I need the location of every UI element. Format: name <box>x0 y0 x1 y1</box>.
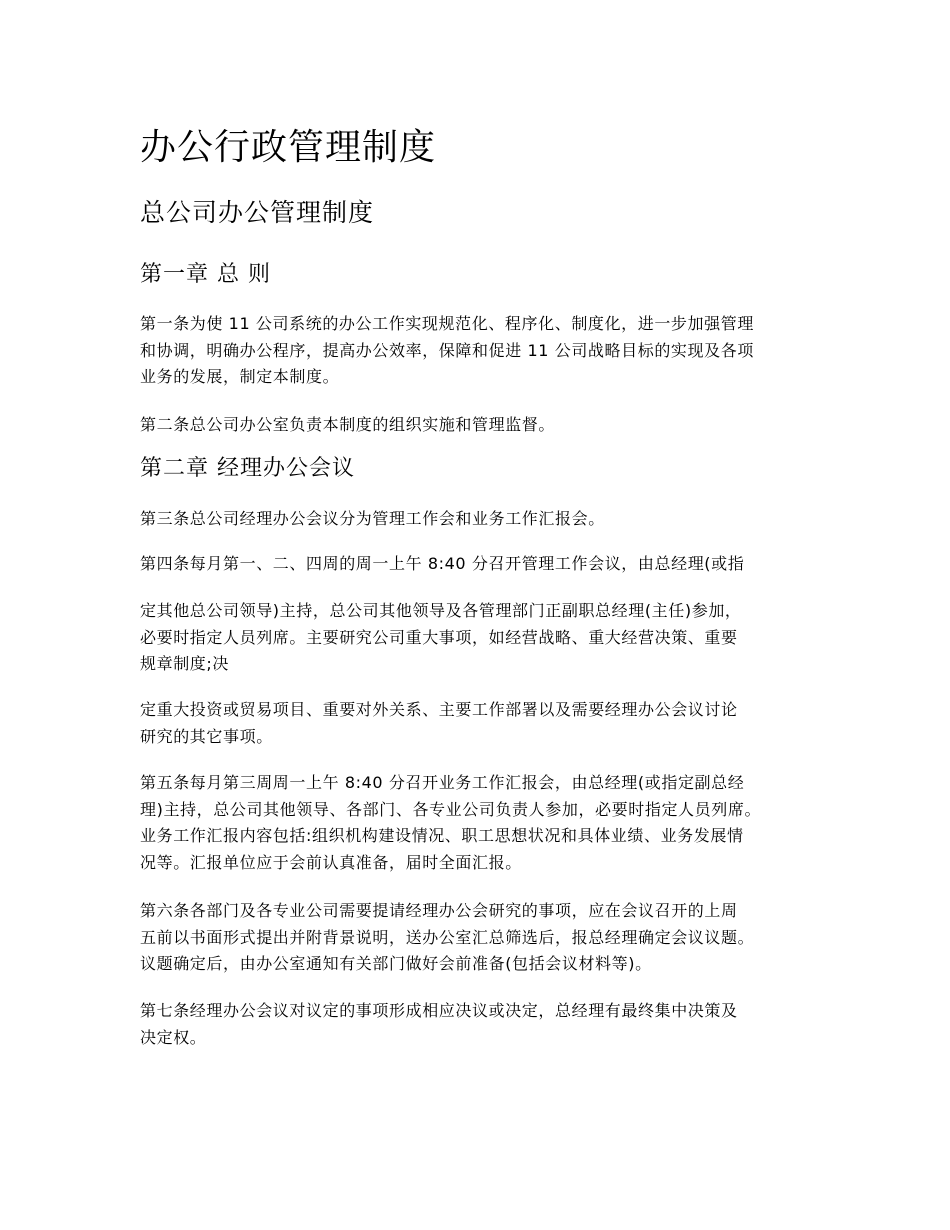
article-4-line: 定其他总公司领导)主持，总公司其他领导及各管理部门正副职总经理(主任)参加， <box>140 601 742 620</box>
document-title: 办公行政管理制度 <box>140 127 437 168</box>
article-6-line: 议题确定后，由办公室通知有关部门做好会前准备(包括会议材料等)。 <box>140 954 652 973</box>
article-1-line: 和协调，明确办公程序，提高办公效率，保障和促进 11 公司战略目标的实现及各项 <box>140 340 754 360</box>
chapter-1-heading: 第一章 总 则 <box>140 262 271 287</box>
article-6 <box>140 898 820 978</box>
article-5-line: 理)主持，总公司其他领导、各部门、各专业公司负责人参加，必要时指定人员列席。 <box>140 799 762 819</box>
article-5-line: 业务工作汇报内容包括:组织机构建设情况、职工思想状况和具体业绩、业务发展情 <box>140 826 744 845</box>
article-4-line: 定重大投资或贸易项目、重要对外关系、主要工作部署以及需要经理办公会议讨论 <box>140 700 738 719</box>
article-4-line: 规章制度;决 <box>140 654 229 673</box>
article-3 <box>140 506 820 533</box>
article-5 <box>140 770 820 876</box>
article-7-line: 决定权。 <box>140 1027 207 1047</box>
article-4-part-3 <box>140 697 820 750</box>
article-4-line: 研究的其它事项。 <box>140 726 273 746</box>
article-4-line: 第四条每月第一、二、四周的周一上午 8:40 分召开管理工作会议，由总经理(或指 <box>140 554 745 573</box>
article-7 <box>140 998 820 1051</box>
article-2 <box>140 412 820 439</box>
article-1-line: 第一条为使 11 公司系统的办公工作实现规范化、程序化、制度化，进一步加强管理 <box>140 314 754 333</box>
article-4-line: 必要时指定人员列席。主要研究公司重大事项，如经营战略、重大经营决策、重要 <box>140 627 738 647</box>
article-3-line: 第三条总公司经理办公会议分为管理工作会和业务工作汇报会。 <box>140 509 605 528</box>
article-5-line: 第五条每月第三周周一上午 8:40 分召开业务工作汇报会，由总经理(或指定副总经 <box>140 773 745 792</box>
article-1-line: 业务的发展，制定本制度。 <box>140 367 340 386</box>
article-5-line: 况等。汇报单位应于会前认真准备，届时全面汇报。 <box>140 852 522 872</box>
article-7-line: 第七条经理办公会议对议定的事项形成相应决议或决定，总经理有最终集中决策及 <box>140 1001 738 1020</box>
document-subtitle: 总公司办公管理制度 <box>140 198 375 227</box>
article-1 <box>140 311 820 391</box>
article-6-line: 五前以书面形式提出并附背景说明，送办公室汇总筛选后，报总经理确定会议议题。 <box>140 927 755 947</box>
article-4-part-2 <box>140 598 820 678</box>
article-6-line: 第六条各部门及各专业公司需要提请经理办公会研究的事项，应在会议召开的上周 <box>140 901 738 920</box>
chapter-2-heading: 第二章 经理办公会议 <box>140 456 355 481</box>
article-4-part-1 <box>140 551 820 578</box>
article-2-line: 第二条总公司办公室负责本制度的组织实施和管理监督。 <box>140 415 556 434</box>
